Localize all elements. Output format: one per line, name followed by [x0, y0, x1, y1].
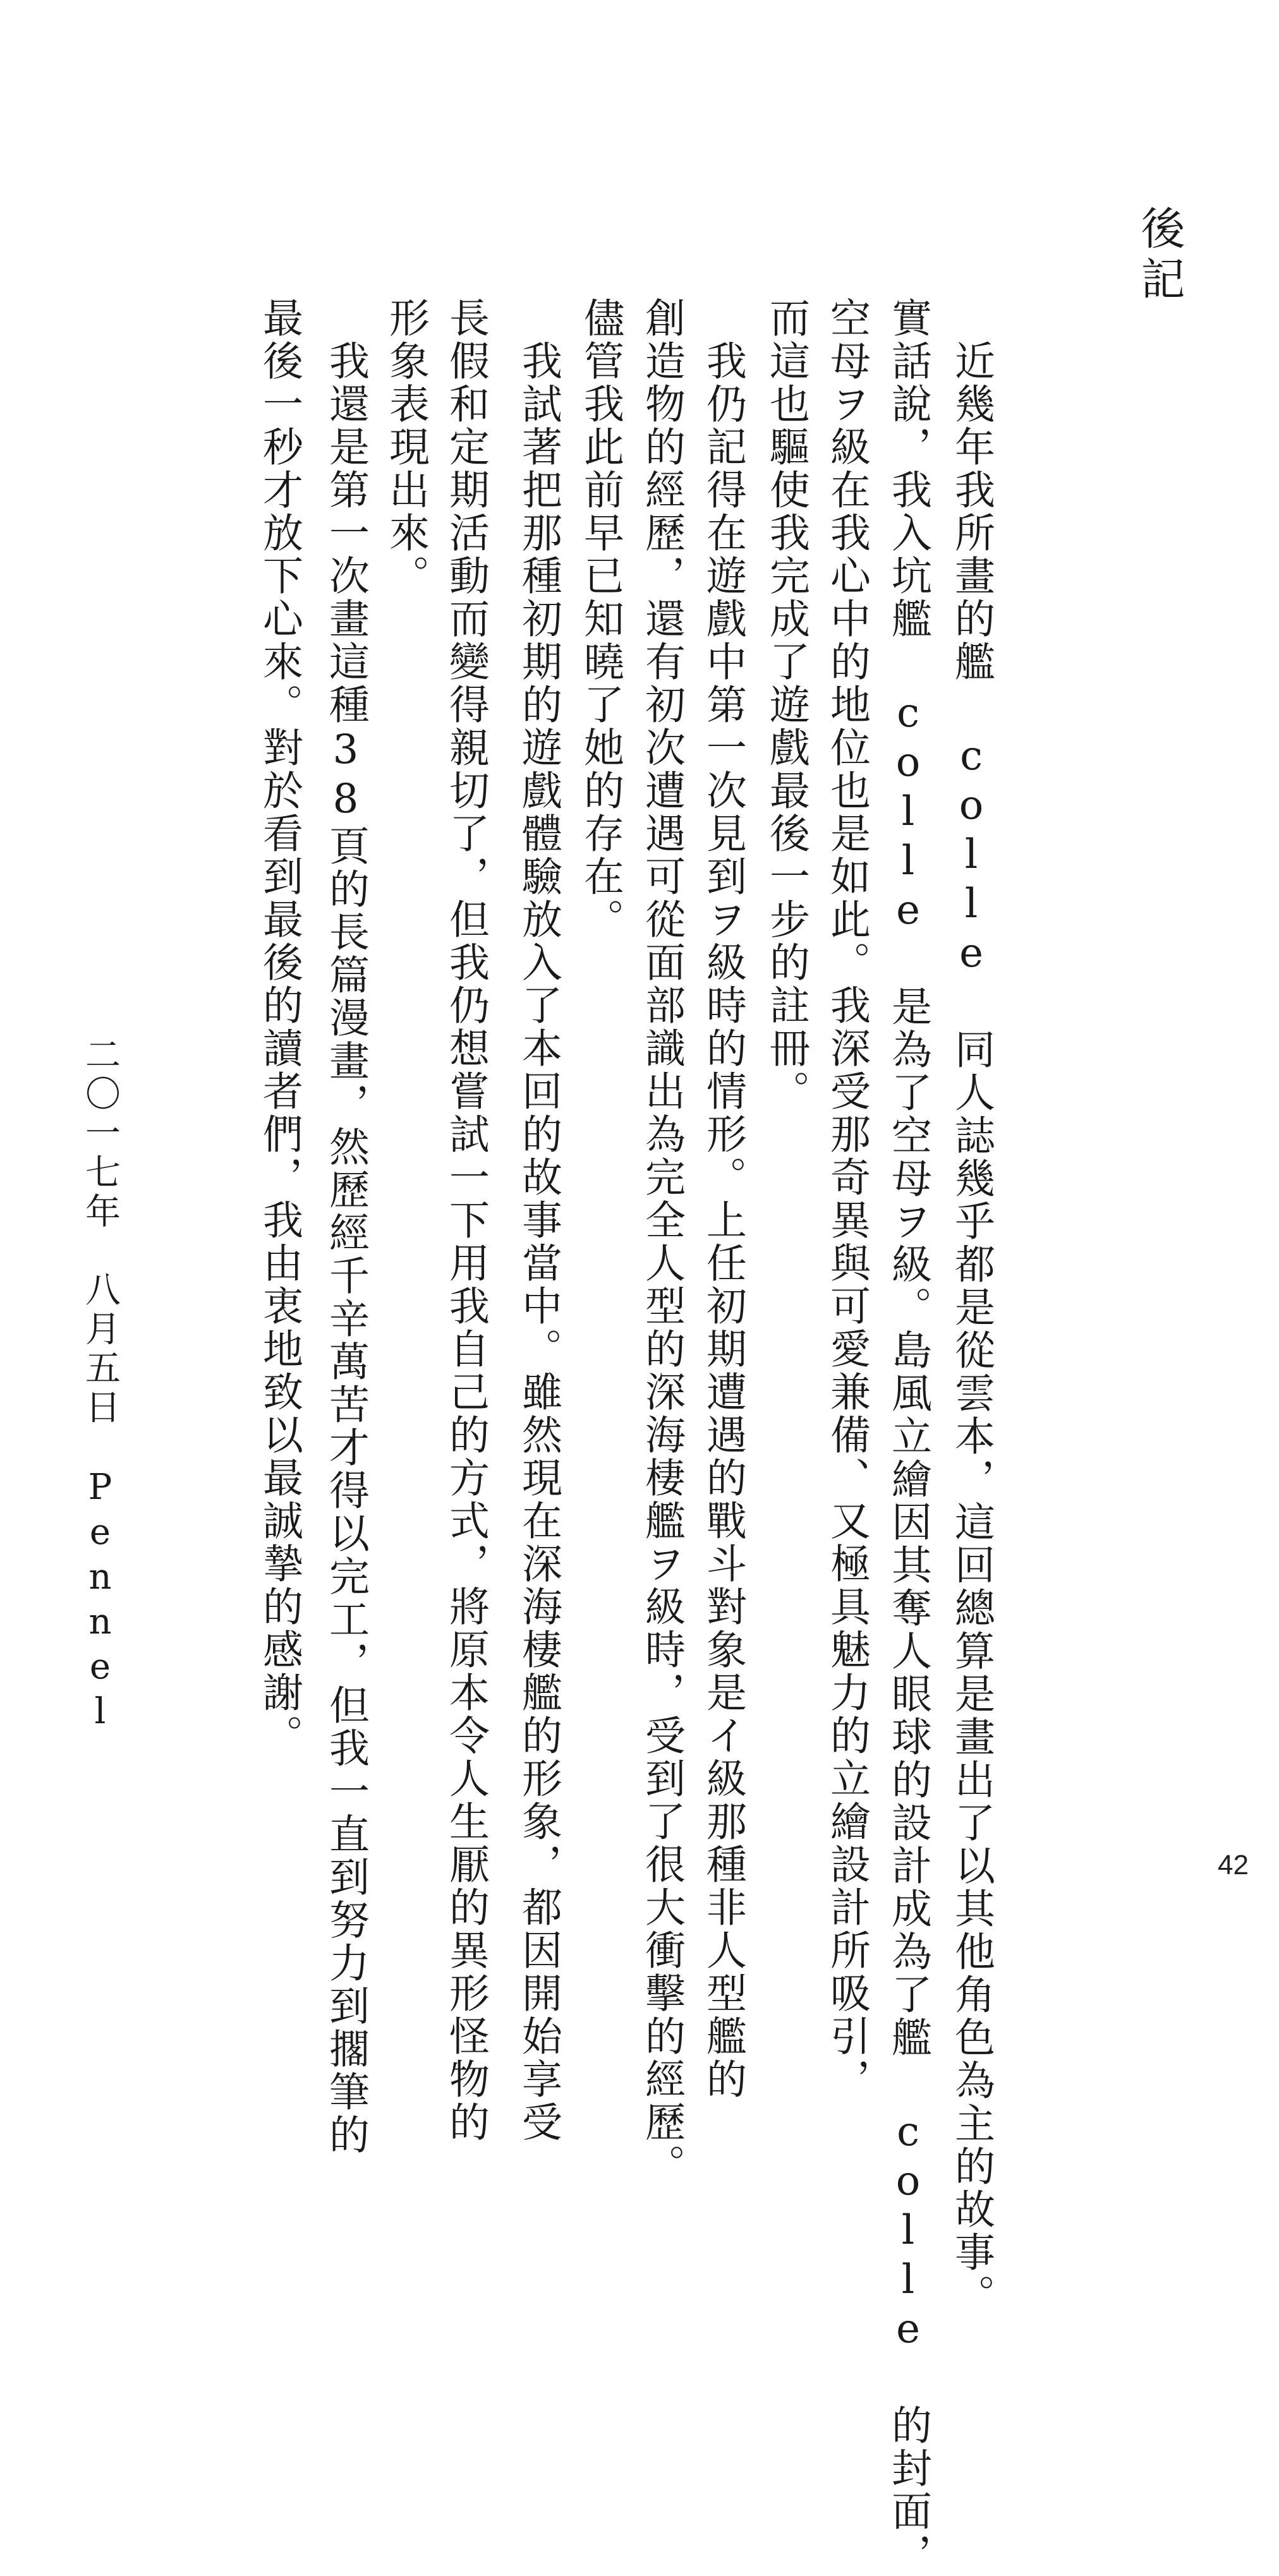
text-column-11: 我還是第一次畫這種38頁的長篇漫畫，然歷經千辛萬苦才得以完工，但我一直到努力到擱筆的 [322, 297, 369, 2157]
page-number: 42 [1218, 1850, 1249, 1881]
text-column-1: 近幾年我所畫的艦 colle 同人誌幾乎都是從雲本，這回總算是畫出了以其他角色為主的故事。 [948, 297, 995, 2317]
text-column-9: 長假和定期活動而變得親切了，但我仍想嘗試一下用我自己的方式，將原本令人生厭的異形怪物的 [442, 297, 489, 2144]
text-column-3: 空母ヲ級在我心中的地位也是如此。我深受那奇異與可愛兼備、又極具魅力的立繪設計所吸引， [823, 297, 870, 2101]
text-column-2: 實話說，我入坑艦 colle 是為了空母ヲ級。島風立繪因其奪人眼球的設計成為了艦 colle 的封面， [885, 297, 931, 2576]
afterword-title: 後記 [1134, 205, 1185, 306]
date-signature: 二〇一七年 八月五日 Pennel [80, 1036, 121, 1736]
text-column-10: 形象表現出來。 [382, 297, 429, 598]
text-column-12: 最後一秒才放下心來。對於看到最後的讀者們，我由衷地致以最誠摯的感謝。 [256, 297, 303, 1757]
text-column-7: 儘管我此前早已知曉了她的存在。 [577, 297, 624, 941]
text-column-8: 我試著把那種初期的遊戲體驗放入了本回的故事當中。雖然現在深海棲艦的形象，都因開始享受 [515, 297, 562, 2144]
text-column-6: 創造物的經歷，還有初次遭遇可從面部識出為完全人型的深海棲艦ヲ級時，受到了很大衝擊的經歷。 [638, 297, 685, 2187]
text-column-4: 而這也驅使我完成了遊戲最後一步的註冊。 [763, 297, 809, 1113]
text-column-5: 我仍記得在遊戲中第一次見到ヲ級時的情形。上任初期遭遇的戰斗對象是イ級那種非人型艦的 [700, 297, 746, 2101]
